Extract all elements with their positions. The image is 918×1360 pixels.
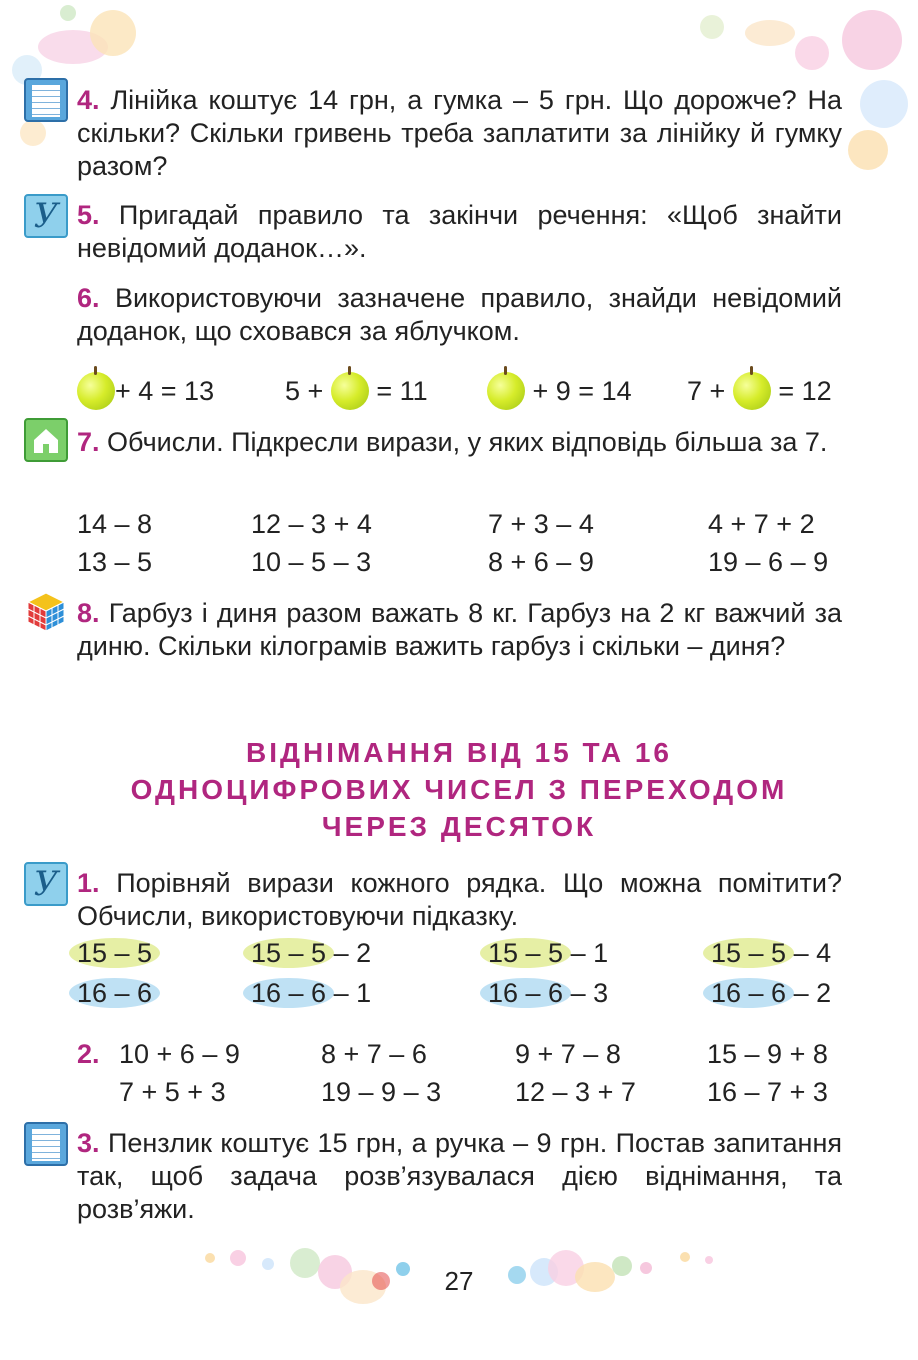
- hint-expression: 15 – 5 – 1: [488, 937, 608, 970]
- section-task-1-text: Порівняй вирази кожного рядка. Що можна помітити? Обчисли, використовуючи підказку.: [77, 868, 842, 931]
- hint-expression: 15 – 5 – 4: [711, 937, 831, 970]
- page-number: 27: [444, 1266, 474, 1296]
- expression: 8 + 7 – 6: [321, 1039, 427, 1069]
- section-task-3-text: Пензлик коштує 15 грн, а ручка – 9 грн. Постав запитання так, щоб задача розв’язувалася дією віднімання, та розв’яжи.: [77, 1128, 842, 1224]
- section-task-2-row-1: [77, 1038, 847, 1071]
- hint-expression: 16 – 6 – 3: [488, 977, 608, 1010]
- apple-equation: 7 + = 12: [687, 372, 832, 410]
- hint-expression: 16 – 6: [77, 977, 152, 1010]
- expression: 19 – 6 – 9: [708, 547, 829, 577]
- task-4-number: 4.: [77, 85, 100, 115]
- apple-icon: [331, 372, 369, 410]
- task-8: [77, 597, 842, 663]
- task-8-number: 8.: [77, 598, 100, 628]
- task-5-number: 5.: [77, 200, 100, 230]
- section-title-line: ОДНОЦИФРОВИХ ЧИСЕЛ З ПЕРЕХОДОМ: [130, 774, 788, 805]
- hint-expression: 16 – 6 – 2: [711, 977, 831, 1010]
- home-icon: [24, 418, 68, 462]
- task-6-number: 6.: [77, 283, 100, 313]
- expression: 15 – 9 + 8: [707, 1039, 828, 1069]
- hint-expression: 15 – 5 – 2: [251, 937, 371, 970]
- notebook-icon: [24, 78, 68, 122]
- expression: 7 + 3 – 4: [488, 509, 594, 539]
- expression: 19 – 9 – 3: [321, 1077, 442, 1107]
- section-title: [40, 734, 878, 845]
- notebook-icon: [24, 1122, 68, 1166]
- expression: 9 + 7 – 8: [515, 1039, 621, 1069]
- task-7-row-1: [77, 508, 847, 541]
- task-4: [77, 84, 842, 183]
- task-7: [77, 426, 842, 459]
- task-6: [77, 282, 842, 348]
- section-title-line: ВІДНІМАННЯ ВІД 15 ТА 16: [246, 737, 672, 768]
- expression: 12 – 3 + 4: [251, 509, 372, 539]
- expression: 14 – 8: [77, 509, 153, 539]
- section-task-3-number: 3.: [77, 1128, 100, 1158]
- task-6-text: Використовуючи зазначене правило, знайди невідомий доданок, що сховався за яблучком.: [77, 283, 842, 346]
- task-8-text: Гарбуз і диня разом важать 8 кг. Гарбуз на 2 кг важчий за диню. Скільки кілограмів важить гарбуз і скільки – диня?: [77, 598, 842, 661]
- task-5-text: Пригадай правило та закінчи речення: «Щоб знайти невідомий доданок…».: [77, 200, 842, 263]
- apple-equation: 5 + = 11: [285, 372, 428, 410]
- hint-row-15: [77, 937, 847, 970]
- section-task-2-row-2: [77, 1076, 847, 1109]
- hint-expression: 15 – 5: [77, 937, 152, 970]
- expression: 7 + 5 + 3: [119, 1077, 226, 1107]
- expression: 8 + 6 – 9: [488, 547, 594, 577]
- section-task-1-number: 1.: [77, 868, 100, 898]
- section-task-3: [77, 1127, 842, 1226]
- task-7-row-2: [77, 546, 847, 579]
- apple-equations: [77, 372, 867, 412]
- task-7-number: 7.: [77, 427, 100, 457]
- u-letter-icon: У: [24, 862, 68, 906]
- section-task-1: [77, 867, 842, 933]
- expression: 12 – 3 + 7: [515, 1077, 636, 1107]
- u-letter-icon: У: [24, 194, 68, 238]
- expression: 10 + 6 – 9: [119, 1039, 240, 1069]
- expression: 13 – 5: [77, 547, 153, 577]
- expression: 4 + 7 + 2: [708, 509, 815, 539]
- apple-icon: [487, 372, 525, 410]
- apple-equation: + 4 = 13: [77, 372, 214, 410]
- expression: 16 – 7 + 3: [707, 1077, 828, 1107]
- apple-icon: [77, 372, 115, 410]
- apple-icon: [733, 372, 771, 410]
- rubik-cube-icon: [24, 590, 68, 634]
- section-title-line: ЧЕРЕЗ ДЕСЯТОК: [321, 811, 597, 842]
- section-task-2-number: 2.: [77, 1039, 100, 1069]
- apple-equation: + 9 = 14: [487, 372, 632, 410]
- task-7-text: Обчисли. Підкресли вирази, у яких відповідь більша за 7.: [107, 427, 828, 457]
- task-4-text: Лінійка коштує 14 грн, а гумка – 5 грн. Що дорожче? На скільки? Скільки гривень треба заплатити за лінійку й гумку разом?: [77, 85, 842, 181]
- hint-row-16: [77, 977, 847, 1010]
- hint-expression: 16 – 6 – 1: [251, 977, 371, 1010]
- expression: 10 – 5 – 3: [251, 547, 372, 577]
- task-5: [77, 199, 842, 265]
